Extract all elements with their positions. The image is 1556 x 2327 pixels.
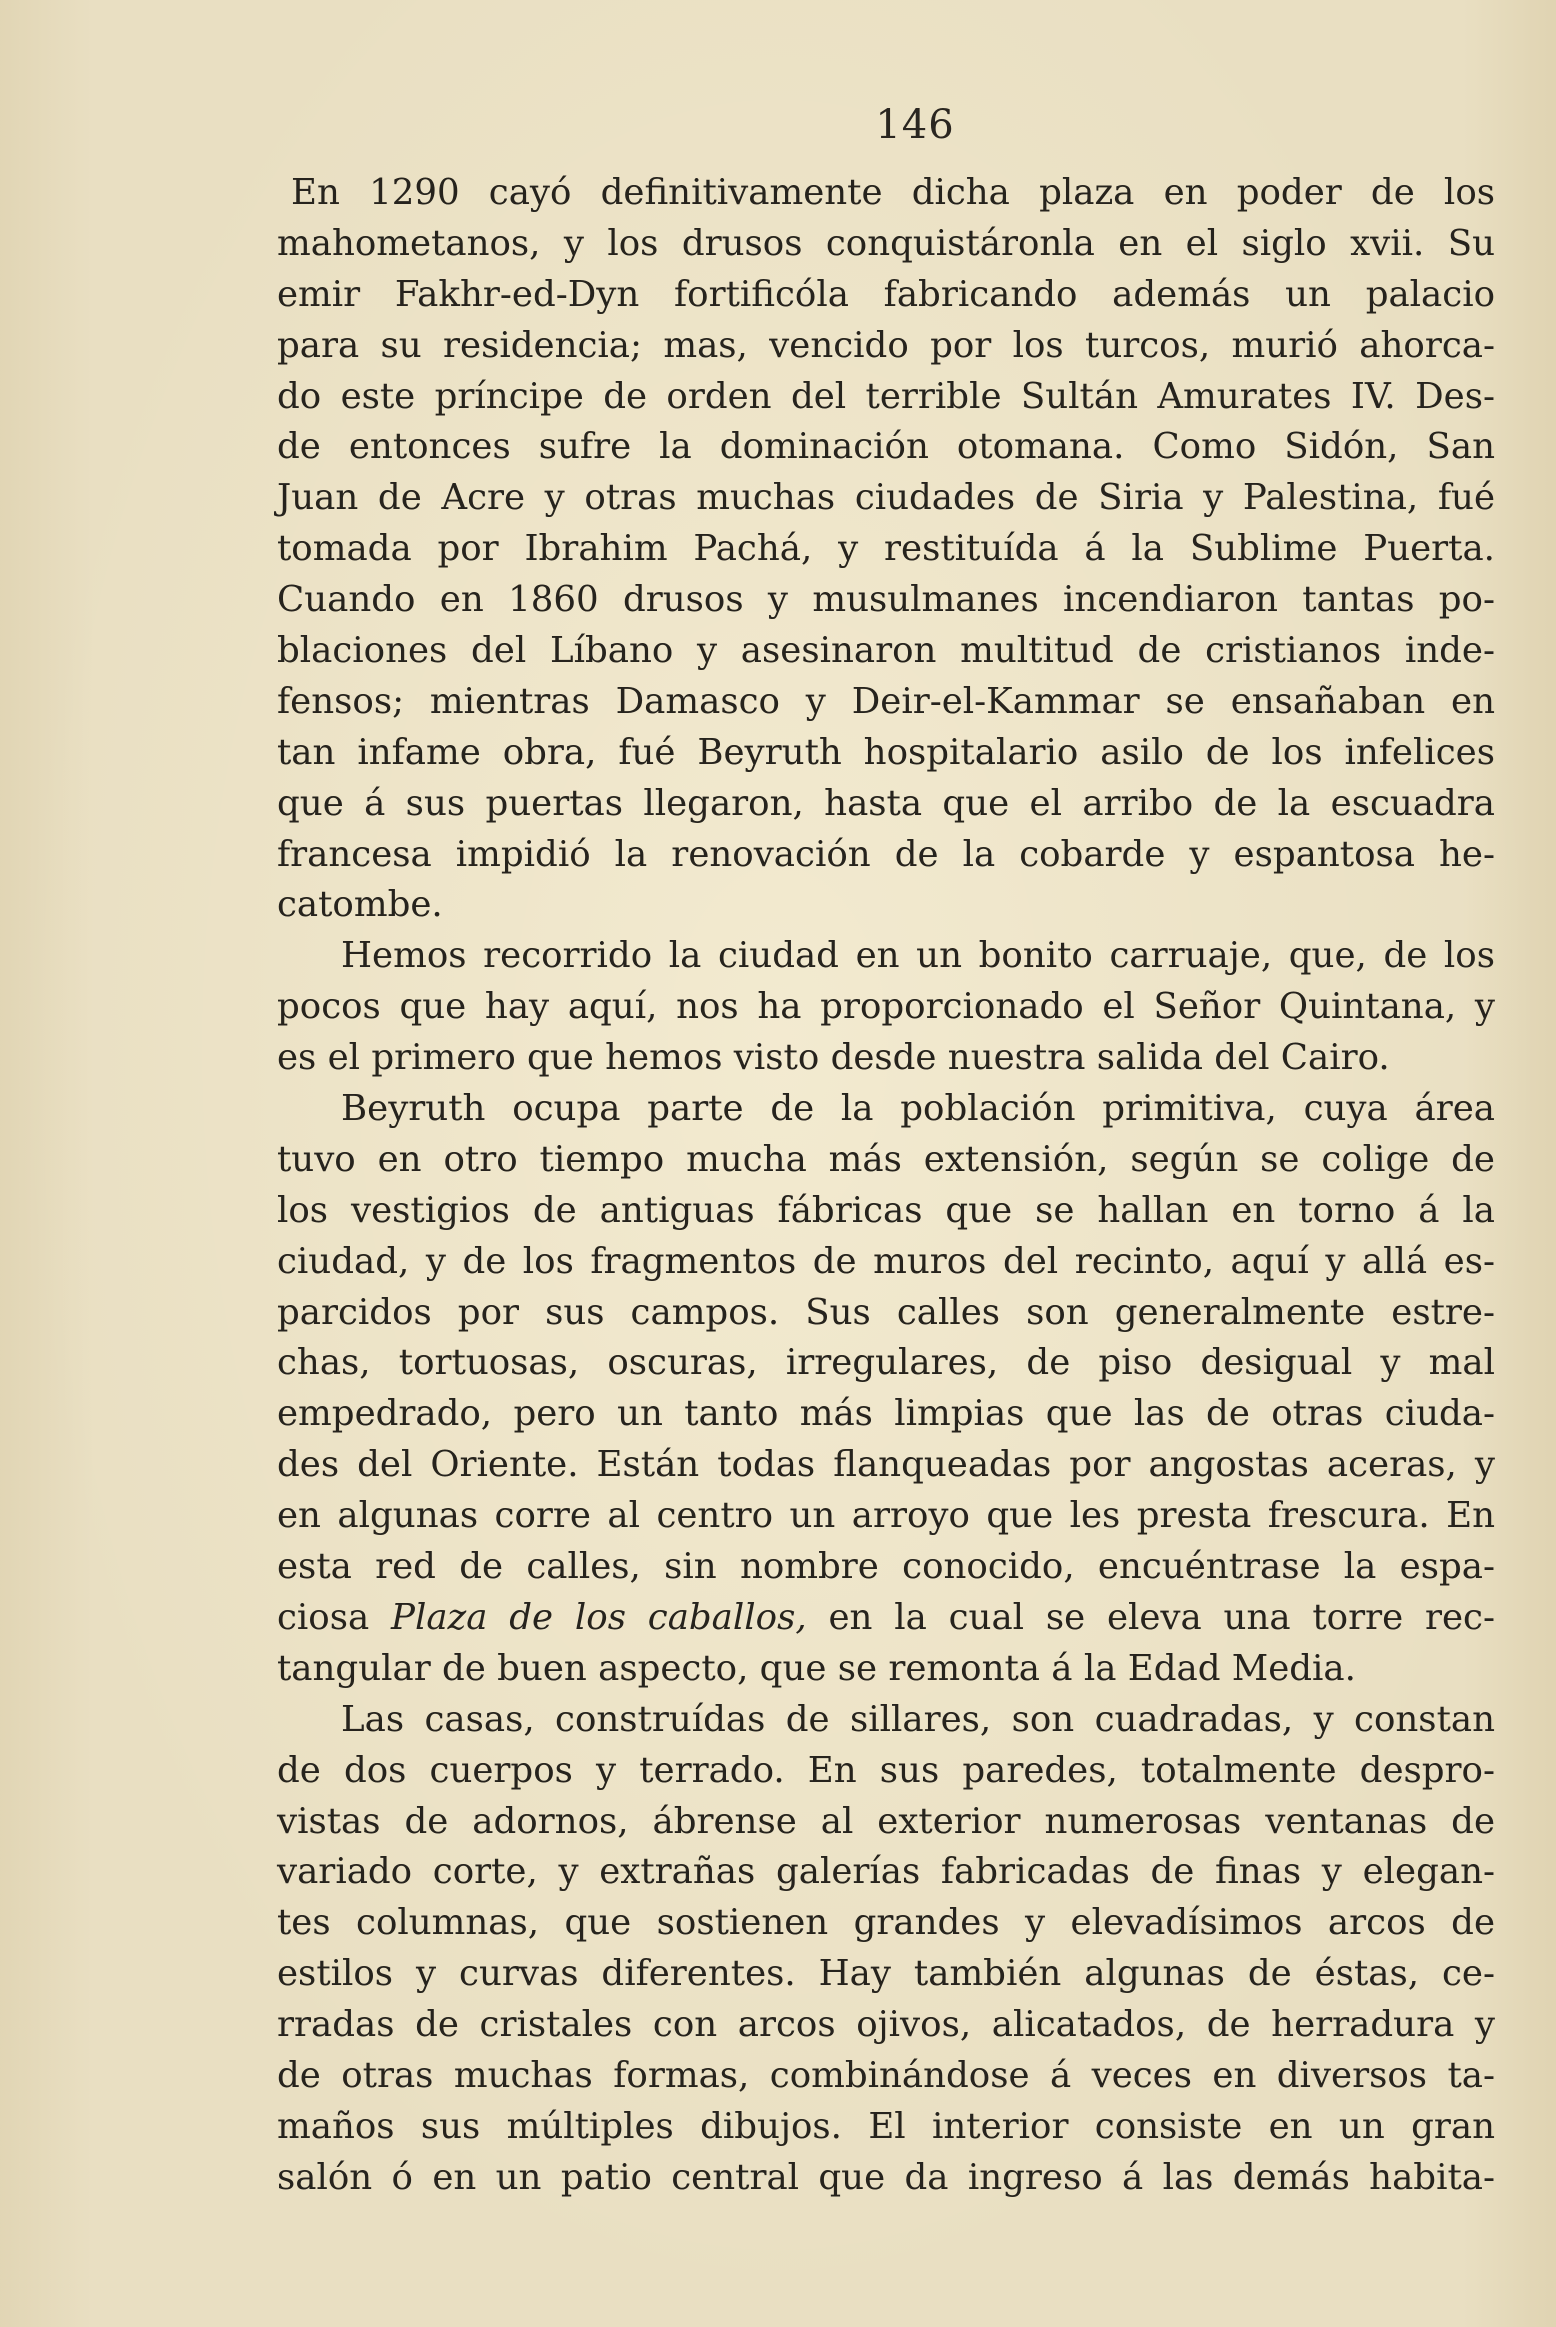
- text-line: Juan de Acre y otras muchas ciudades de Siria y Palestina, fué: [277, 477, 1495, 519]
- text-line: emir Fakhr-ed-Dyn fortificóla fabricando además un palacio: [277, 273, 1495, 315]
- text-line: Cuando en 1860 drusos y musulmanes incendiaron tantas po-: [277, 579, 1495, 621]
- text-line: tomada por Ibrahim Pachá, y restituída á la Sublime Puerta.: [277, 528, 1495, 570]
- text-line: para su residencia; mas, vencido por los turcos, murió ahorca-: [277, 324, 1495, 366]
- text-line: de dos cuerpos y terrado. En sus paredes, totalmente despro-: [277, 1749, 1495, 1791]
- text-line: Beyruth ocupa parte de la población primitiva, cuya área: [341, 1088, 1495, 1130]
- body-text: [277, 168, 1495, 2204]
- paragraph-1: [277, 168, 1495, 931]
- text-line-with-italic: [277, 1593, 1495, 1644]
- text-line: blaciones del Líbano y asesinaron multitud de cristianos inde-: [277, 630, 1495, 672]
- text-line: catombe.: [277, 884, 443, 926]
- text-line: esta red de calles, sin nombre conocido, encuéntrase la espa-: [277, 1546, 1495, 1588]
- text-line: variado corte, y extrañas galerías fabricadas de finas y elegan-: [277, 1851, 1495, 1893]
- text-line: tangular de buen aspecto, que se remonta á la Edad Media.: [277, 1647, 1356, 1689]
- text-fragment: en la cual se eleva una torre rec-: [806, 1596, 1495, 1638]
- text-line: parcidos por sus campos. Sus calles son generalmente estre-: [277, 1291, 1495, 1333]
- text-line: Las casas, construídas de sillares, son cuadradas, y constan: [341, 1698, 1495, 1740]
- italic-place-name: Plaza de los caballos,: [391, 1596, 807, 1638]
- text-line: de entonces sufre la dominación otomana. Como Sidón, San: [277, 426, 1495, 468]
- text-line: des del Oriente. Están todas flanqueadas por angostas aceras, y: [277, 1444, 1495, 1486]
- text-line: francesa impidió la renovación de la cobarde y espantosa he-: [277, 833, 1495, 875]
- text-line: mahometanos, y los drusos conquistáronla en el siglo xvii. Su: [277, 222, 1495, 264]
- text-line: fensos; mientras Damasco y Deir-el-Kammar se ensañaban en: [277, 680, 1495, 722]
- text-line: los vestigios de antiguas fábricas que se hallan en torno á la: [277, 1189, 1495, 1231]
- text-line: empedrado, pero un tanto más limpias que las de otras ciuda-: [277, 1393, 1495, 1435]
- text-line: chas, tortuosas, oscuras, irregulares, de piso desigual y mal: [277, 1342, 1495, 1384]
- text-line: tan infame obra, fué Beyruth hospitalario asilo de los infelices: [277, 731, 1495, 773]
- page-number: 146: [875, 102, 955, 148]
- text-line: en algunas corre al centro un arroyo que les presta frescura. En: [277, 1495, 1495, 1537]
- paragraph-3: [277, 1084, 1495, 1695]
- text-line: salón ó en un patio central que da ingreso á las demás habita-: [277, 2156, 1495, 2198]
- text-line: Hemos recorrido la ciudad en un bonito carruaje, que, de los: [341, 935, 1495, 977]
- paragraph-4: [277, 1695, 1495, 2204]
- text-line: de otras muchas formas, combinándose á veces en diversos ta-: [277, 2054, 1495, 2096]
- text-line: En 1290 cayó definitivamente dicha plaza en poder de los: [291, 172, 1495, 213]
- text-line: tes columnas, que sostienen grandes y elevadísimos arcos de: [277, 1902, 1495, 1944]
- paragraph-2: [277, 931, 1495, 1084]
- text-line: pocos que hay aquí, nos ha proporcionado el Señor Quintana, y: [277, 986, 1495, 1028]
- text-fragment: ciosa: [277, 1596, 391, 1638]
- text-line: maños sus múltiples dibujos. El interior consiste en un gran: [277, 2105, 1495, 2147]
- text-line: es el primero que hemos visto desde nuestra salida del Cairo.: [277, 1037, 1390, 1079]
- text-line: ciudad, y de los fragmentos de muros del recinto, aquí y allá es-: [277, 1240, 1495, 1282]
- text-line: do este príncipe de orden del terrible Sultán Amurates IV. Des-: [277, 375, 1495, 417]
- text-line: tuvo en otro tiempo mucha más extensión, según se colige de: [277, 1138, 1495, 1180]
- text-line: estilos y curvas diferentes. Hay también algunas de éstas, ce-: [277, 1953, 1495, 1995]
- text-line: rradas de cristales con arcos ojivos, alicatados, de herradura y: [277, 2004, 1495, 2046]
- text-line: que á sus puertas llegaron, hasta que el arribo de la escuadra: [277, 782, 1495, 824]
- text-line: vistas de adornos, ábrense al exterior numerosas ventanas de: [277, 1800, 1495, 1842]
